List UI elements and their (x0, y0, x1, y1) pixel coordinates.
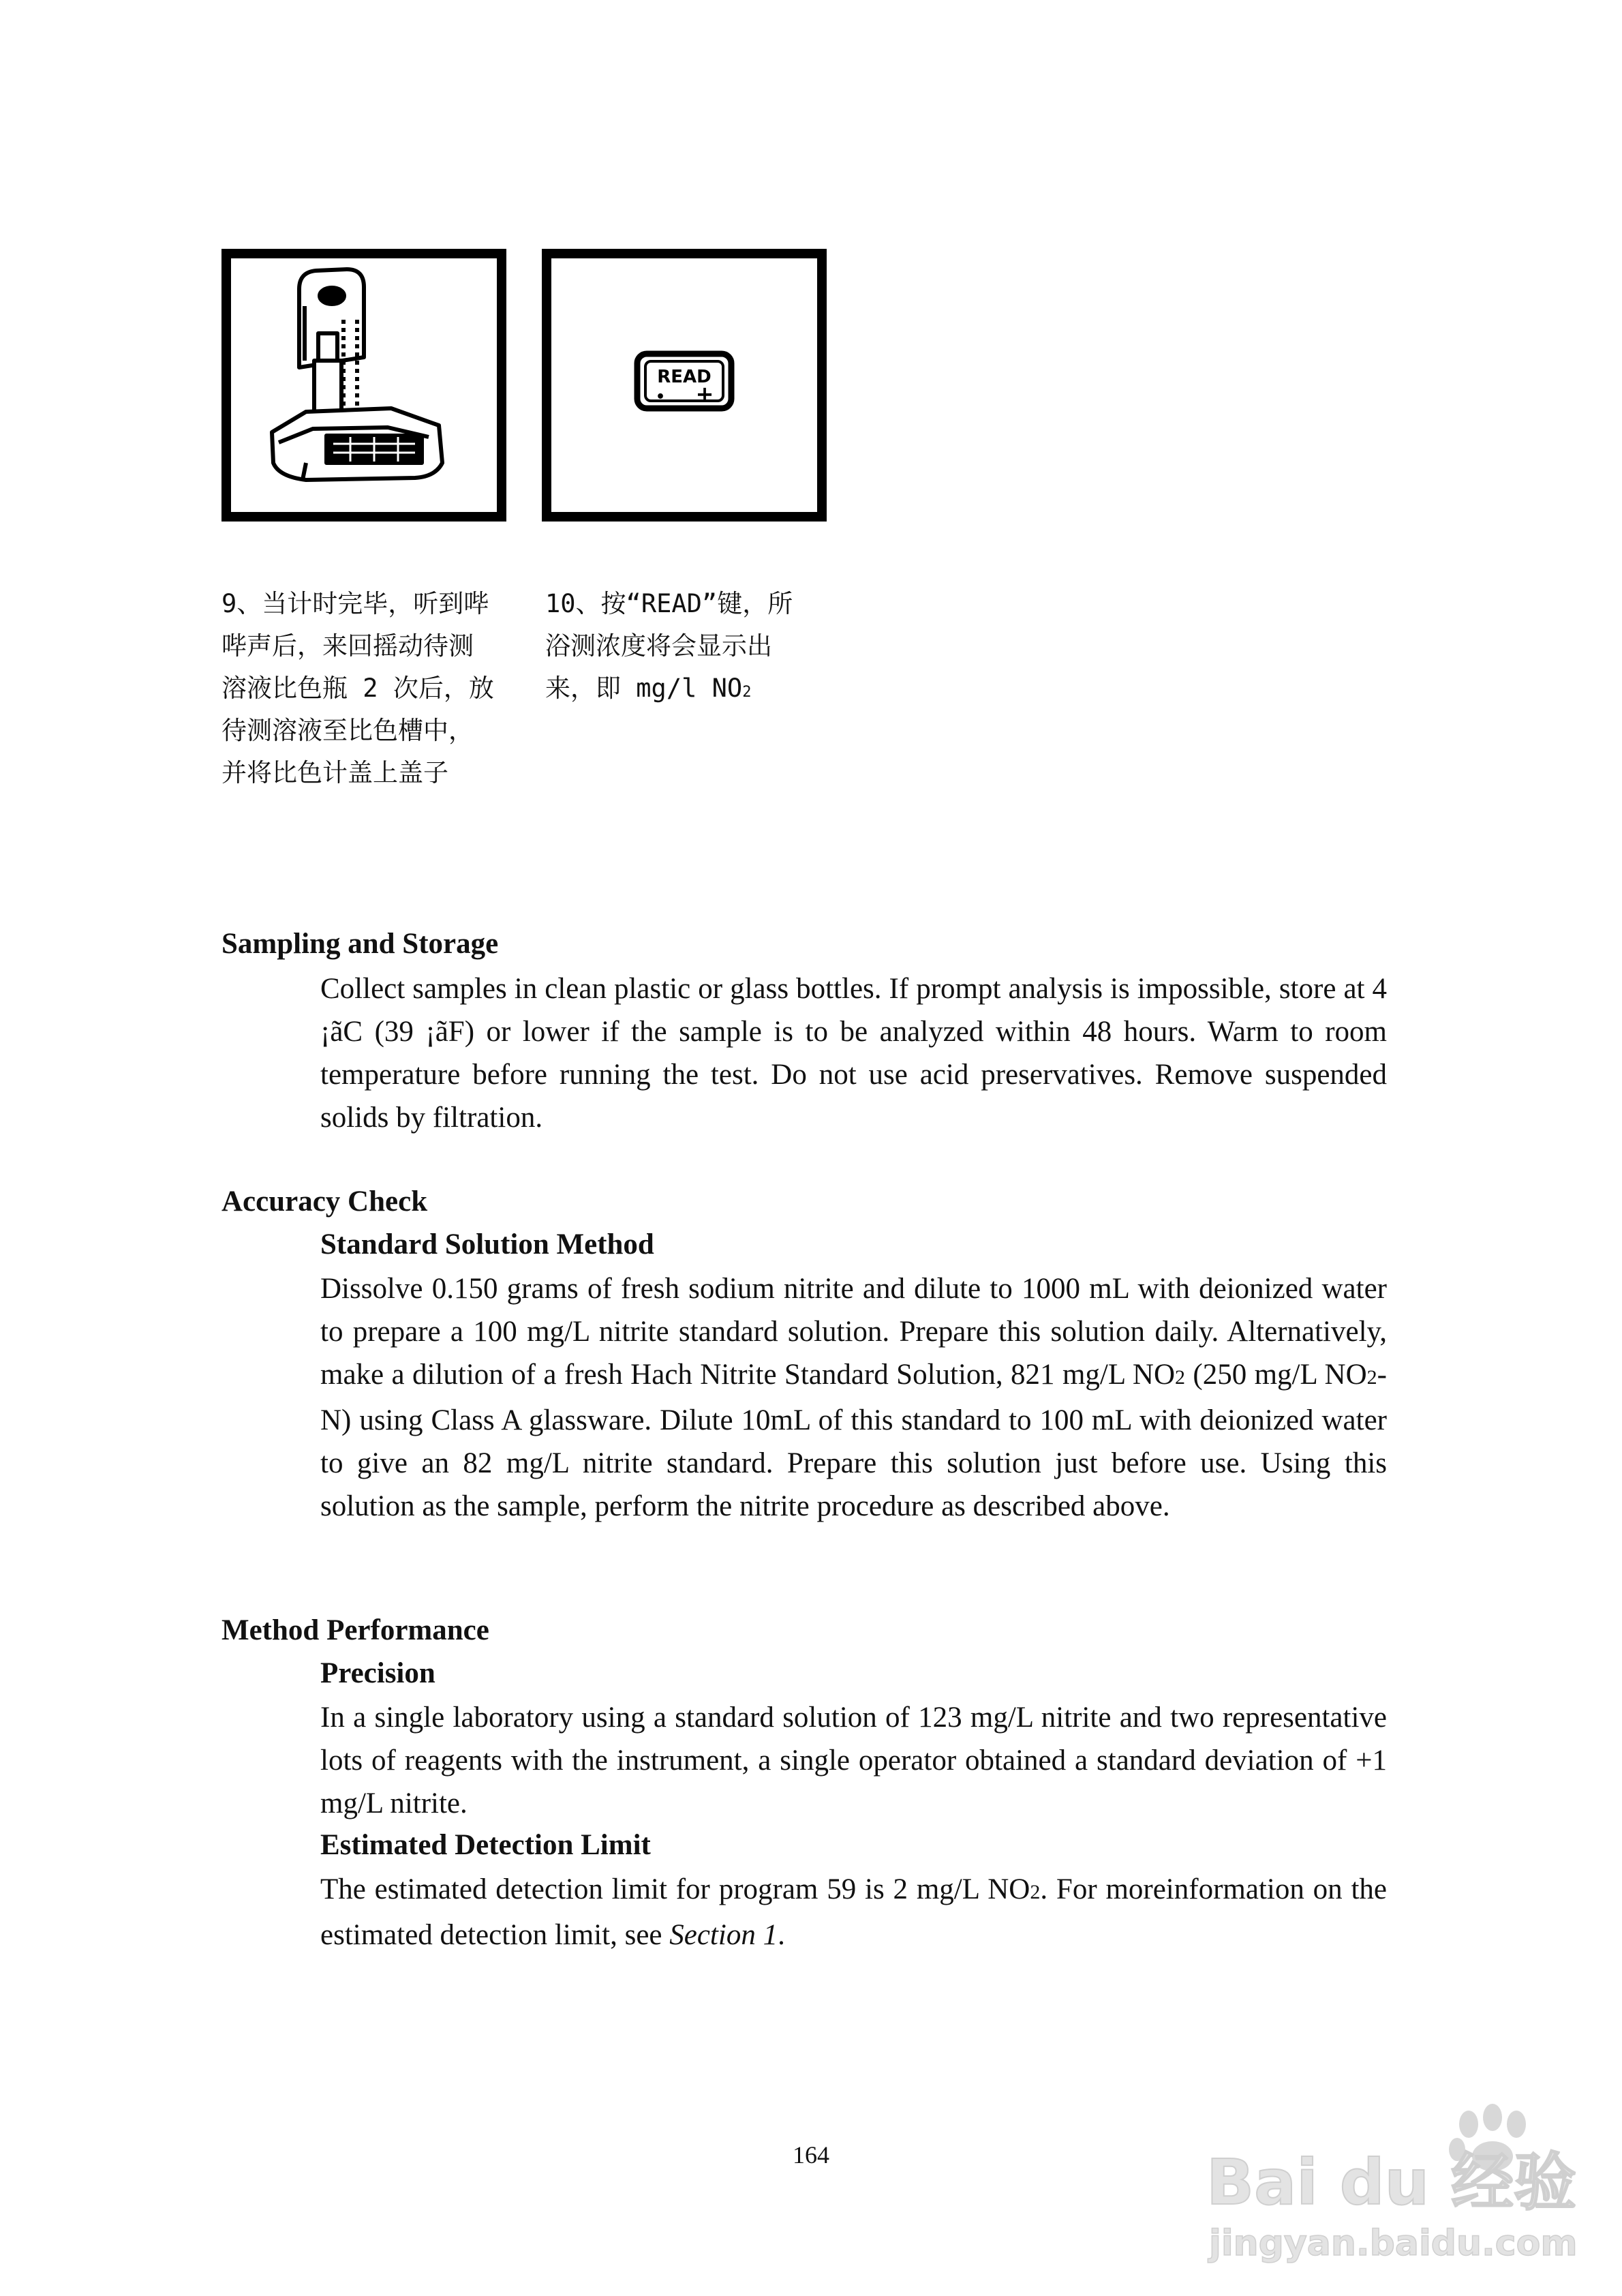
section-1-reference: Section 1 (669, 1919, 778, 1951)
sampling-paragraph: Collect samples in clean plastic or glass bottles. If prompt analysis is impossible, store at 4 ¡ãC (39 ¡ãF) or lower if the sample is to be analyzed within 48 hours. Warm to room temperature before running the test. Do not use acid preservatives. Remove suspended solids by filtration. (320, 973, 1387, 1134)
no2-n-subscript: 2 (1366, 1366, 1377, 1389)
precision-heading: Precision (320, 1657, 435, 1689)
standard-solution-heading: Standard Solution Method (320, 1228, 654, 1260)
step-10-caption (545, 583, 793, 714)
baidu-jingyan-watermark (1199, 2098, 1595, 2269)
detection-limit-heading: Estimated Detection Limit (320, 1829, 651, 1861)
sampling-heading: Sampling and Storage (221, 928, 499, 960)
step-9-caption: 9、当计时完毕，听到哔 哔声后，来回摇动待测 溶液比色瓶 2 次后，放 待测溶液至比色槽中， 并将比色计盖上盖子 (221, 589, 494, 787)
page-number: 164 (793, 2141, 829, 2169)
detection-limit-text-3: . (778, 1919, 785, 1951)
read-key-label: READ (657, 367, 711, 387)
detection-limit-subscript: 2 (1030, 1881, 1041, 1903)
read-key-figure (542, 249, 827, 522)
standard-solution-paragraph (320, 1267, 1387, 1528)
precision-paragraph: In a single laboratory using a standard solution of 123 mg/L nitrite and two representative lots of reagents with the instrument, a single operator obtained a standard deviation of +1 mg/L nitrite. (320, 1702, 1387, 1819)
standard-solution-text-2: (250 mg/L NO (1185, 1359, 1367, 1391)
read-key-minus: • (655, 389, 666, 406)
read-key-illustration (551, 258, 817, 512)
no2-subscript: 2 (1175, 1366, 1185, 1389)
method-performance-heading: Method Performance (221, 1614, 489, 1646)
accuracy-heading: Accuracy Check (221, 1185, 428, 1218)
step-10-caption-sub: 2 (742, 684, 752, 701)
step-10-caption-text: 10、按“READ”键，所 浴测浓度将会显示出 来，即 mg/l NO (545, 589, 793, 703)
detection-limit-paragraph (320, 1868, 1387, 1957)
colorimeter-illustration (231, 258, 497, 512)
colorimeter-figure (221, 249, 506, 522)
standard-solution-text-1: Dissolve 0.150 grams of fresh sodium nitrite and dilute to 1000 mL with deionized water to prepare a 100 mg/L nitrite standard solution. Prepare this solution daily. Alternatively, make a dilution of a fresh Hach Nitrite Standard Solution, 821 mg/L NO (320, 1273, 1387, 1391)
read-key-plus: + (695, 381, 714, 407)
detection-limit-text-1: The estimated detection limit for program 59 is 2 mg/L NO (320, 1873, 1030, 1905)
standard-solution-text-3: -N) using Class A glassware. Dilute 10mL of this standard to 100 mL with deionized water to give an 82 mg/L nitrite standard. Prepare this solution just before use. Using this solution as the sample, perform the nitrite procedure as described above. (320, 1359, 1387, 1522)
watermark-url: jingyan.baidu.com (1209, 2223, 1578, 2264)
watermark-logo: Bai du 经验 (1206, 2146, 1577, 2219)
detection-limit-text-2: . For moreinformation on the estimated detection limit, see (320, 1873, 1387, 1951)
